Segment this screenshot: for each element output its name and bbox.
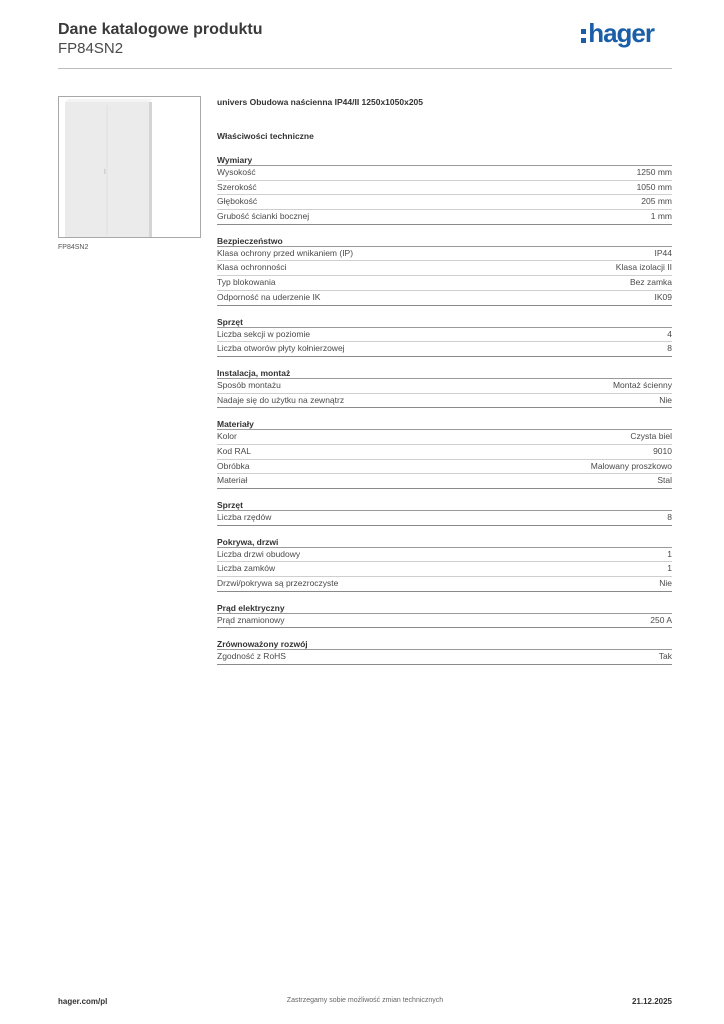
spec-label: Liczba sekcji w poziomie xyxy=(217,328,311,339)
spec-value: 250 A xyxy=(650,614,672,625)
header-divider xyxy=(58,68,672,69)
spec-label: Klasa ochrony przed wnikaniem (IP) xyxy=(217,247,354,258)
spec-group xyxy=(217,235,672,306)
spec-value: Klasa izolacji II xyxy=(615,262,672,273)
spec-row xyxy=(217,181,672,196)
page-footer xyxy=(58,997,672,1011)
spec-value: 205 mm xyxy=(641,196,672,207)
spec-row xyxy=(217,562,672,577)
spec-row xyxy=(217,276,672,291)
spec-label: Liczba drzwi obudowy xyxy=(217,548,301,559)
spec-group-title: Bezpieczeństwo xyxy=(217,235,672,247)
spec-group-title: Materiały xyxy=(217,418,672,430)
spec-row xyxy=(217,210,672,225)
spec-group xyxy=(217,418,672,489)
spec-row xyxy=(217,166,672,181)
page-title: Dane katalogowe produktu xyxy=(58,21,263,38)
spec-label: Liczba zamków xyxy=(217,563,276,574)
spec-label: Wysokość xyxy=(217,167,256,177)
spec-group-title: Sprzęt xyxy=(217,316,672,328)
spec-value: Nie xyxy=(659,578,672,589)
spec-label: Nadaje się do użytku na zewnątrz xyxy=(217,394,345,405)
spec-row xyxy=(217,379,672,394)
spec-value: 8 xyxy=(667,512,672,522)
image-caption: FP84SN2 xyxy=(58,244,89,251)
spec-group xyxy=(217,367,672,408)
spec-label: Liczba otworów płyty kołnierzowej xyxy=(217,343,345,354)
spec-row xyxy=(217,342,672,357)
spec-value: IK09 xyxy=(654,291,672,302)
spec-group-title: Prąd elektryczny xyxy=(217,602,672,614)
product-code: FP84SN2 xyxy=(58,40,124,57)
spec-label: Odporność na uderzenie IK xyxy=(217,291,321,302)
product-image xyxy=(58,96,201,238)
spec-value: 1 mm xyxy=(650,211,672,222)
logo-text: hager xyxy=(588,18,654,48)
spec-label: Zgodność z RoHS xyxy=(217,651,286,662)
spec-row xyxy=(217,291,672,306)
spec-label: Liczba rzędów xyxy=(217,512,272,522)
spec-label: Prąd znamionowy xyxy=(217,614,285,625)
logo-dots-icon xyxy=(581,29,586,43)
spec-group xyxy=(217,638,672,665)
spec-label: Obróbka xyxy=(217,460,250,471)
spec-group-title: Wymiary xyxy=(217,154,672,166)
section-title: Właściwości techniczne xyxy=(217,131,314,141)
spec-value: IP44 xyxy=(654,247,672,258)
enclosure-cabinet-icon xyxy=(59,97,200,237)
spec-label: Kod RAL xyxy=(217,445,252,456)
spec-row xyxy=(217,511,672,526)
spec-label: Sposób montażu xyxy=(217,379,281,390)
spec-label: Szerokość xyxy=(217,181,257,192)
spec-value: Montaż ścienny xyxy=(612,379,672,390)
spec-row xyxy=(217,195,672,210)
spec-row xyxy=(217,445,672,460)
spec-row xyxy=(217,247,672,262)
spec-value: 9010 xyxy=(653,445,672,456)
spec-group-title: Instalacja, montaż xyxy=(217,367,672,379)
spec-group-title: Sprzęt xyxy=(217,499,672,511)
spec-value: Malowany proszkowo xyxy=(590,460,672,471)
spec-label: Drzwi/pokrywa są przezroczyste xyxy=(217,578,339,589)
spec-groups xyxy=(217,154,672,665)
spec-value: Bez zamka xyxy=(629,277,672,288)
spec-value: 1050 mm xyxy=(636,181,672,192)
spec-value: 1 xyxy=(667,548,672,559)
spec-row xyxy=(217,261,672,276)
spec-group xyxy=(217,602,672,629)
footer-date: 21.12.2025 xyxy=(631,997,672,1006)
spec-label: Klasa ochronności xyxy=(217,262,287,273)
spec-value: Stal xyxy=(657,475,672,486)
spec-row xyxy=(217,474,672,489)
spec-label: Głębokość xyxy=(217,196,258,207)
spec-group xyxy=(217,499,672,526)
spec-value: 1250 mm xyxy=(636,167,672,177)
spec-group xyxy=(217,154,672,225)
spec-row xyxy=(217,650,672,665)
spec-label: Grubość ścianki bocznej xyxy=(217,211,310,222)
spec-group xyxy=(217,536,672,592)
spec-label: Typ blokowania xyxy=(217,277,276,288)
footer-disclaimer: Zastrzegamy sobie możliwość zmian technicznych xyxy=(286,997,444,1004)
spec-row xyxy=(217,394,672,409)
spec-group xyxy=(217,316,672,357)
spec-label: Materiał xyxy=(217,475,248,486)
spec-row xyxy=(217,430,672,445)
spec-value: Nie xyxy=(659,394,672,405)
spec-value: 8 xyxy=(667,343,672,354)
spec-group-title: Pokrywa, drzwi xyxy=(217,536,672,548)
spec-row xyxy=(217,577,672,592)
spec-row xyxy=(217,548,672,563)
spec-value: Tak xyxy=(658,651,672,662)
spec-label: Kolor xyxy=(217,431,237,442)
spec-group-title: Zrównoważony rozwój xyxy=(217,638,672,650)
spec-row xyxy=(217,460,672,475)
spec-row xyxy=(217,614,672,629)
spec-row xyxy=(217,328,672,343)
product-description: univers Obudowa naścienna IP44/II 1250x1050x205 xyxy=(217,97,424,107)
page-header xyxy=(58,20,672,70)
spec-value: 1 xyxy=(667,563,672,574)
product-details xyxy=(217,96,672,665)
spec-value: 4 xyxy=(667,328,672,339)
hager-logo[interactable] xyxy=(581,20,654,46)
footer-website-link[interactable]: hager.com/pl xyxy=(58,997,108,1006)
spec-value: Czysta biel xyxy=(630,431,672,442)
